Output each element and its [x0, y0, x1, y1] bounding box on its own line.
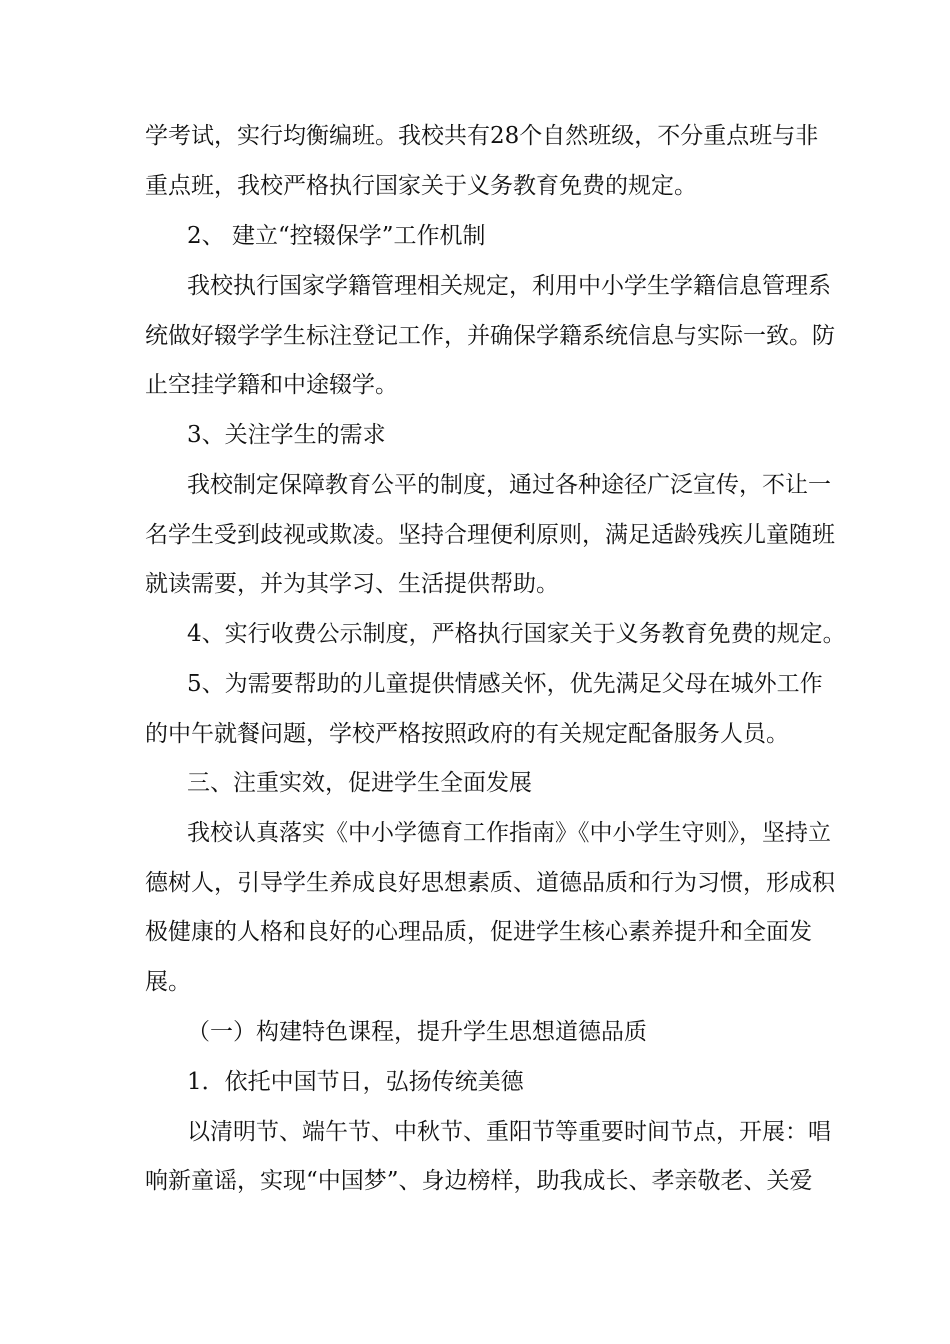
text-line: 我校执行国家学籍管理相关规定，利用中小学生学籍信息管理系 — [187, 273, 831, 299]
text-line: 名学生受到歧视或欺凌。坚持合理便利原则，满足适龄残疾儿童随班 — [145, 522, 835, 548]
section-heading: 3、关注学生的需求 — [187, 422, 386, 448]
text-line: 极健康的人格和良好的心理品质，促进学生核心素养提升和全面发 — [145, 919, 812, 945]
section-heading: 三、注重实效，促进学生全面发展 — [187, 770, 532, 796]
text-line: 我校制定保障教育公平的制度，通过各种途径广泛宣传，不让一 — [187, 472, 831, 498]
text-line: 响新童谣，实现“中国梦”、身边榜样，助我成长、孝亲敬老、关爱 — [145, 1168, 813, 1194]
text-line: 止空挂学籍和中途辍学。 — [145, 372, 398, 398]
section-heading: 1．依托中国节日，弘扬传统美德 — [187, 1069, 524, 1095]
section-heading: 2、 建立“控辍保学”工作机制 — [187, 223, 486, 249]
text-line: 我校认真落实《中小学德育工作指南》《中小学生守则》，坚持立 — [187, 820, 831, 846]
text-line: 就读需要，并为其学习、生活提供帮助。 — [145, 571, 559, 597]
text-line: 以清明节、端午节、中秋节、重阳节等重要时间节点，开展：唱 — [187, 1119, 831, 1145]
text-line: 重点班，我校严格执行国家关于义务教育免费的规定。 — [145, 173, 697, 199]
section-heading: （一）构建特色课程，提升学生思想道德品质 — [187, 1019, 647, 1045]
text-line: 统做好辍学学生标注登记工作，并确保学籍系统信息与实际一致。防 — [145, 323, 835, 349]
text-line: 的中午就餐问题，学校严格按照政府的有关规定配备服务人员。 — [145, 721, 789, 747]
text-line: 5、为需要帮助的儿童提供情感关怀，优先满足父母在城外工作 — [187, 671, 823, 697]
text-line: 4、实行收费公示制度，严格执行国家关于义务教育免费的规定。 — [187, 621, 846, 647]
text-line: 展。 — [145, 969, 191, 995]
text-line: 学考试，实行均衡编班。我校共有28个自然班级，不分重点班与非 — [145, 123, 819, 149]
text-line: 德树人，引导学生养成良好思想素质、道德品质和行为习惯，形成积 — [145, 870, 835, 896]
